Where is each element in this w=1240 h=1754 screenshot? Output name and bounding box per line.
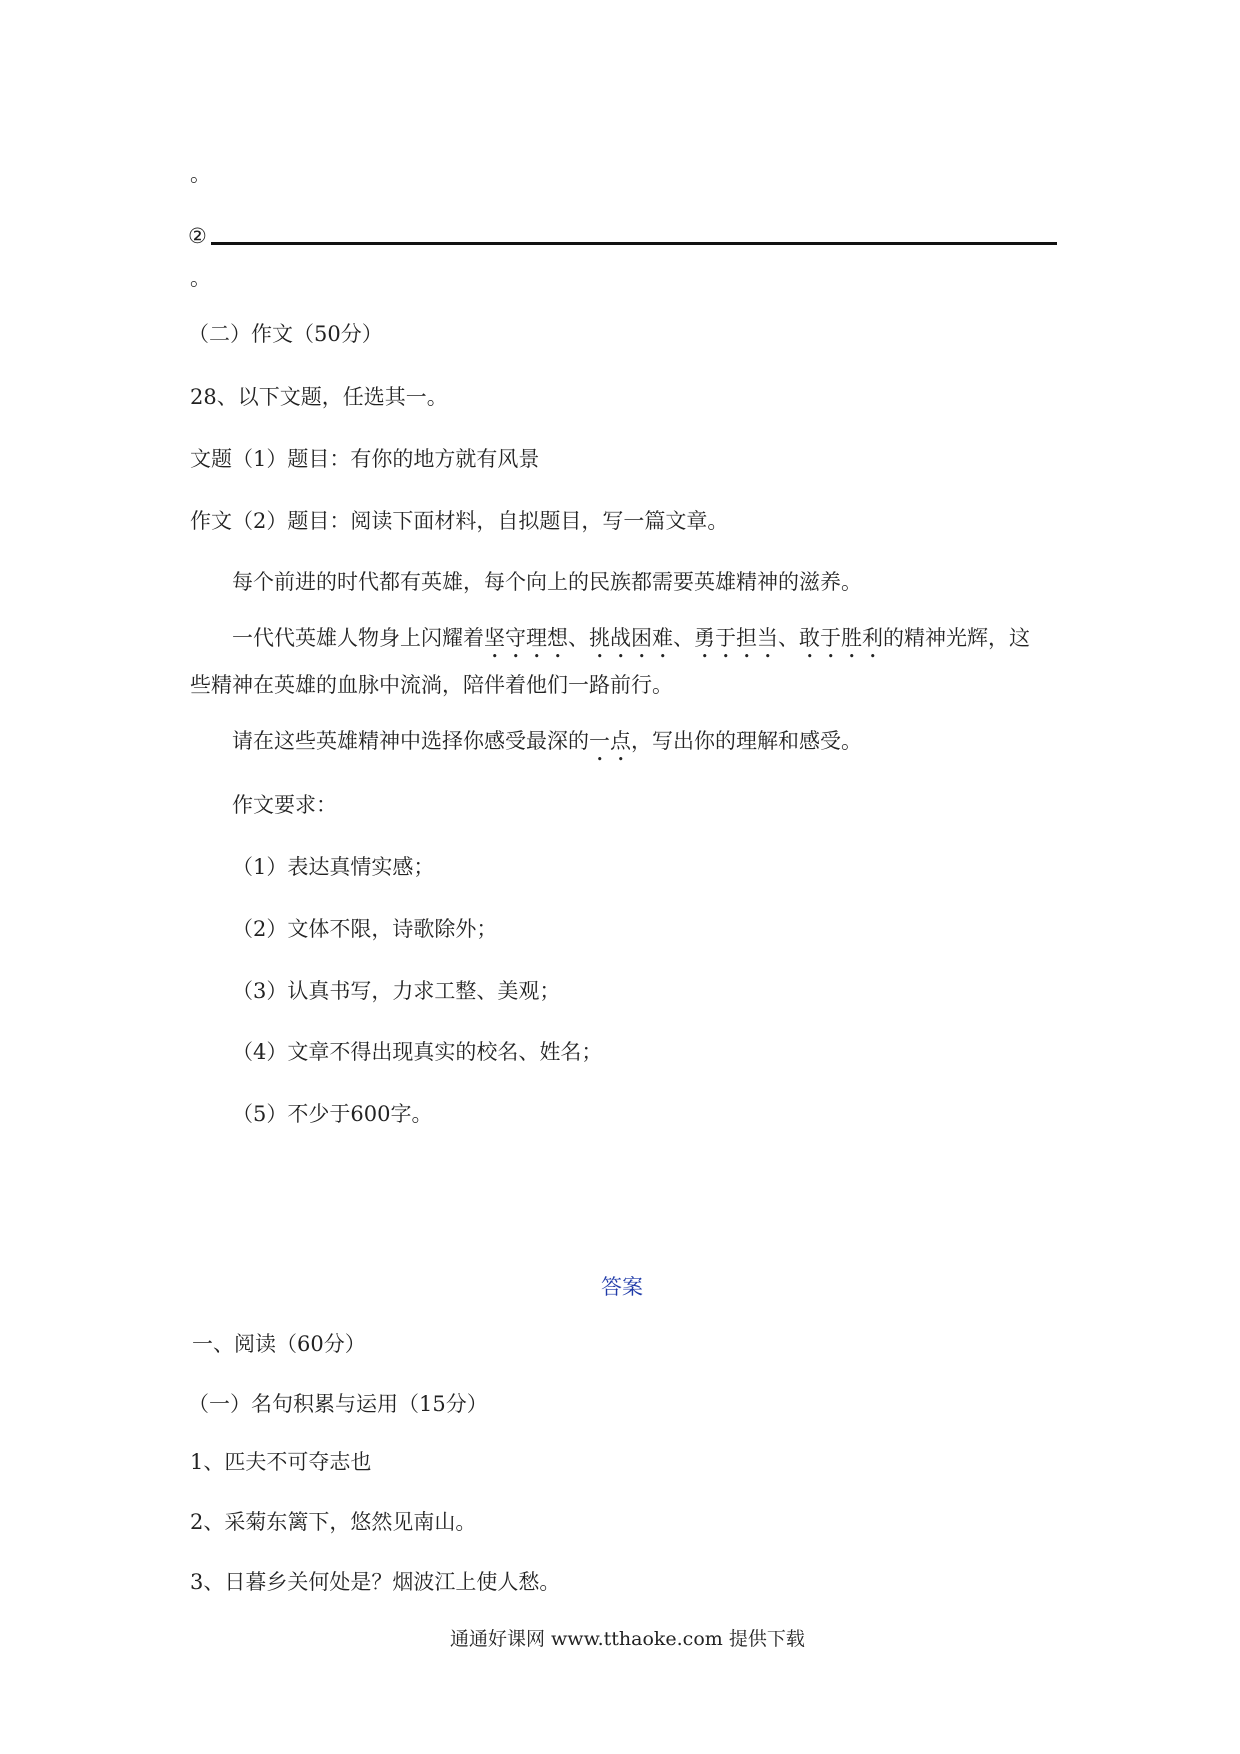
emphasized-phrase: 坚守理想 [484,626,568,650]
period-mark: 。 [190,266,211,290]
material-paragraph-2 [232,624,1030,663]
requirements-heading: 作文要求： [232,793,337,817]
answer-item: 1、匹夫不可夺志也 [190,1450,372,1474]
essay-topic-1: 文题（1）题目：有你的地方就有风景 [190,447,540,471]
essay-topic-2: 作文（2）题目：阅读下面材料，自拟题目，写一篇文章。 [190,509,729,533]
emphasized-phrase: 一点 [589,729,631,753]
requirement-item: （1）表达真情实感； [232,855,435,879]
page-footer: 通通好课网 www.tthaoke.com 提供下载 [450,1628,805,1650]
answer-blank-line [211,242,1057,245]
answer-section-heading: 一、阅读（60分） [192,1332,366,1356]
material-text: 一代代英雄人物身上闪耀着 [232,626,484,650]
separator: 、 [673,626,694,650]
question-28: 28、以下文题，任选其一。 [190,385,448,409]
answer-heading: 答案 [601,1275,643,1299]
answer-item: 2、采菊东篱下，悠然见南山。 [190,1510,477,1534]
separator: 、 [778,626,799,650]
answer-subsection-heading: （一）名句积累与运用（15分） [188,1392,488,1416]
material-paragraph-2-continued: 些精神在英雄的血脉中流淌，陪伴着他们一路前行。 [190,673,673,697]
requirement-item: （4）文章不得出现真实的校名、姓名； [232,1040,603,1064]
emphasized-phrase: 敢于胜利 [799,626,883,650]
material-paragraph-3 [232,727,862,766]
requirement-item: （3）认真书写，力求工整、美观； [232,979,561,1003]
separator: 、 [568,626,589,650]
essay-section-heading: （二）作文（50分） [188,322,383,346]
material-text: ，写出你的理解和感受。 [631,729,862,753]
requirement-item: （2）文体不限，诗歌除外； [232,917,498,941]
blank-item-number: ② [188,224,207,248]
material-paragraph-1: 每个前进的时代都有英雄，每个向上的民族都需要英雄精神的滋养。 [232,570,862,594]
material-text: 的精神光辉，这 [883,626,1030,650]
period-mark: 。 [190,162,211,186]
requirement-item: （5）不少于600字。 [232,1102,433,1126]
emphasized-phrase: 勇于担当 [694,626,778,650]
emphasized-phrase: 挑战困难 [589,626,673,650]
answer-item: 3、日暮乡关何处是？烟波江上使人愁。 [190,1570,561,1594]
material-text: 请在这些英雄精神中选择你感受最深的 [232,729,589,753]
